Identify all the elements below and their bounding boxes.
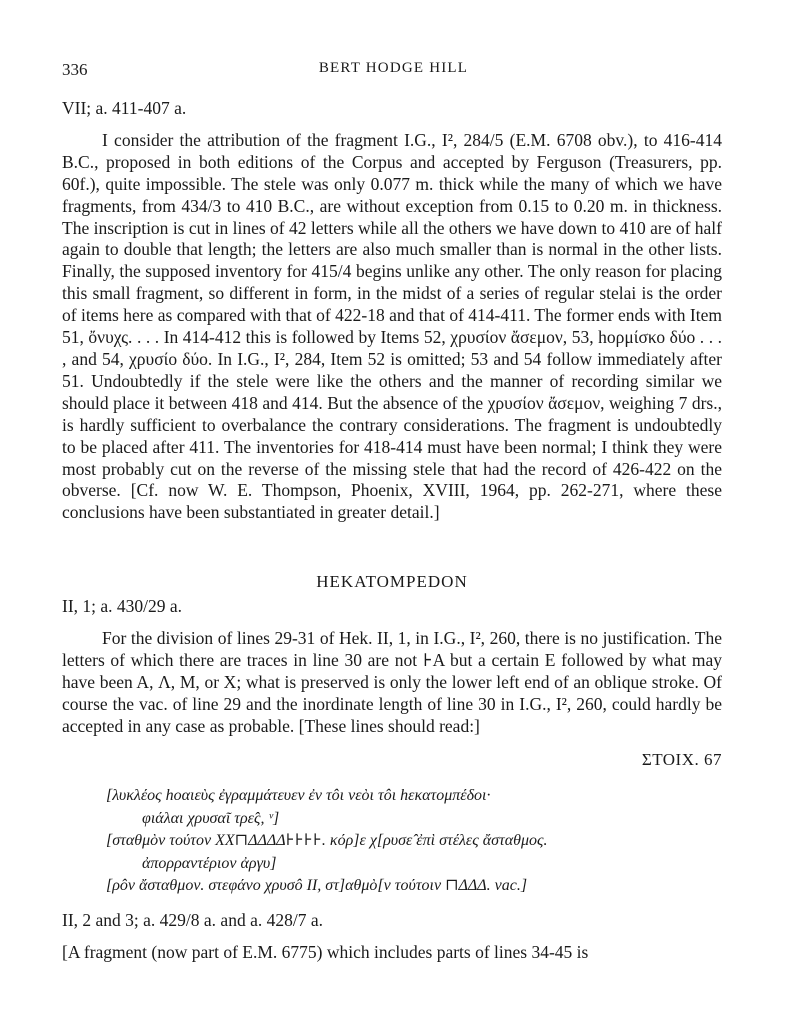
inscription-text	[106, 785, 726, 898]
running-head	[62, 60, 725, 82]
hekatompedon-section	[62, 596, 722, 737]
stoichedon-label: ΣTOIX. 67	[641, 750, 722, 769]
inscription-line: φιάλαι χρυσαῖ τρε̂ς, ᵛ]	[142, 809, 280, 827]
inscription-line: [λυκλέος hοαιεὺς ἐγραμμάτευεν ἐν τôι νεὸι τôι hεκατομπέδοι·	[106, 787, 491, 804]
section-vii	[62, 98, 722, 524]
section-vii-paragraph: I consider the attribution of the fragment I.G., I², 284/5 (E.M. 6708 obv.), to 416-414 B.C., proposed in both editions of the Corpus and accepted by Ferguson (Treasurers, pp. 60f.), quite impossible. The stele was only 0.077 m. thick while the many of which we have fragments, from 434/3 to 410 B.C., are without exception from 0.15 to 0.20 m. in thickness. The inscription is cut in lines of 42 letters while all the others we have down to 410 are of half again to double that length; the letters are also much smaller than is normal in the other lists. Finally, the supposed inventory for 415/4 begins unlike any other. The only reason for placing this small fragment, so different in form, in the midst of a series of regular stelai is the order of items here as compared with that of 422-18 and that of 414-411. The former ends with Item 51, ὄνυχς. . . . In 414-412 this is followed by Items 52, χρυσίον ἄσεμον, 53, hορμίσκο δύο . . . , and 54, χρυσίο δύο. In I.G., I², 284, Item 52 is omitted; 53 and 54 follow immediately after 51. Undoubtedly if the stele were like the others and the manner of recording similar we should place it between 418 and 414. But the absence of the χρυσίον ἄσεμον, weighing 7 drs., is hardly sufficient to overbalance the contrary considerations. The fragment is undoubtedly to be placed after 411. The inventories for 418-414 must have been normal; I think they were most probably cut on the reverse of the missing stele that had the record of 426-422 on the obverse. [Cf. now W. E. Thompson, Phoenix, XVIII, 1964, pp. 262-271, where these conclusions have been substantiated in greater detail.]	[62, 129, 722, 523]
section-vii-heading: VII; a. 411-407 a.	[62, 98, 187, 118]
page-number: 336	[62, 60, 88, 79]
section-ii-2-3-heading: II, 2 and 3; a. 429/8 a. and a. 428/7 a.	[62, 910, 323, 930]
section-ii-2-3-paragraph: [A fragment (now part of E.M. 6775) which includes parts of lines 34-45 is	[62, 941, 589, 962]
inscription-line: [ρôν ἄσταθμον. στεφάνο χρυσô II, στ]αθμὸ[ν τούτοιν ⊓ΔΔΔ. vac.]	[106, 877, 528, 895]
section-ii-2-3	[62, 910, 722, 964]
hekatompedon-title: HEKATOMPEDON	[316, 572, 468, 591]
inscription-line: [σταθμὸν τούτον XX⊓ΔΔΔΔ⊦⊦⊦⊦. κόρ]ε χ[ρυσε̂ ἐπὶ στέλες ἄσταθμος.	[106, 832, 548, 850]
hekatompedon-paragraph: For the division of lines 29-31 of Hek. II, 1, in I.G., I², 260, there is no justification. The letters of which there are traces in line 30 are not ⊦A but a certain E followed by what may have been A, Λ, M, or X; what is preserved is only the lower left end of an oblique stroke. Of course the vac. of line 29 and the inordinate length of line 30 in I.G., I², 260, could hardly be accepted in any case as probable. [These lines should read:]	[62, 627, 722, 736]
inscription-line: ἀπορραντέριον ἀργυ]	[142, 854, 277, 872]
running-title: BERT HODGE HILL	[318, 60, 469, 76]
hekatompedon-sub-heading: II, 1; a. 430/29 a.	[62, 596, 183, 616]
